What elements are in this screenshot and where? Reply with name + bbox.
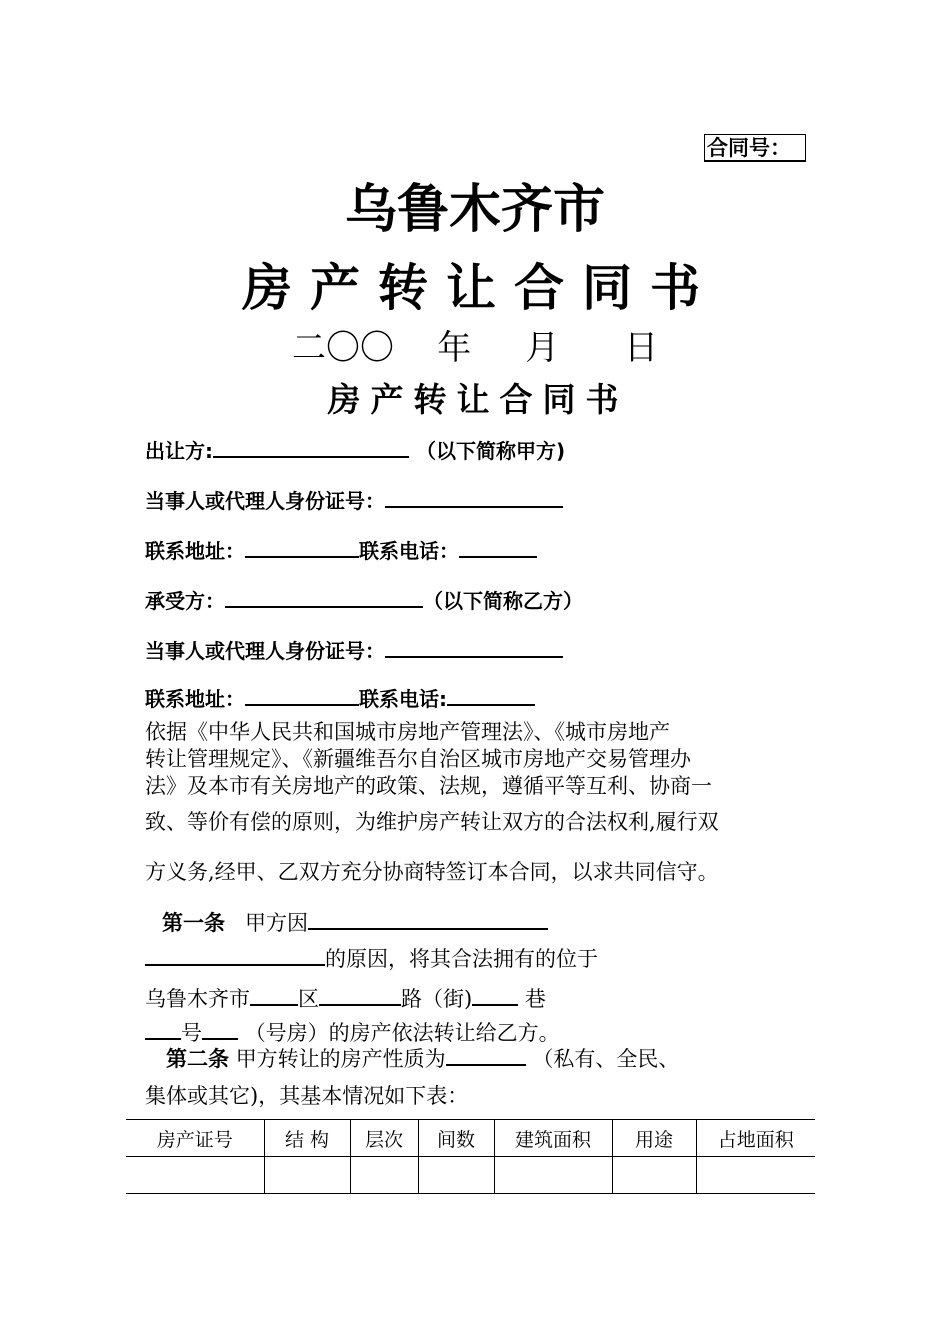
article1-label: 第一条 <box>162 911 225 935</box>
buyer-phone-blank[interactable] <box>447 684 535 706</box>
contract-number-label: 合同号： <box>707 136 791 160</box>
header-use: 用途 <box>612 1120 696 1157</box>
seller-address-blank[interactable] <box>245 536 359 558</box>
cell-building-area[interactable] <box>494 1157 612 1194</box>
table-header-row <box>126 1120 815 1157</box>
article1-text-a: 甲方因 <box>245 911 309 935</box>
buyer-name-blank[interactable] <box>225 586 423 608</box>
cell-use[interactable] <box>612 1157 696 1194</box>
preamble-line-2: 转让管理规定》、《新疆维吾尔自治区城市房地产交易管理办 <box>145 747 691 771</box>
preamble-line-1: 依据《中华人民共和国城市房地产管理法》、《城市房地产 <box>145 720 670 744</box>
seller-contact-row <box>145 536 537 565</box>
buyer-id-label: 当事人或代理人身份证号： <box>145 639 385 663</box>
article2-text-b: （私有、全民、 <box>532 1047 680 1071</box>
preamble-line-3: 法》及本市有关房地产的政策、法规，遵循平等互利、协商一 <box>145 774 712 798</box>
seller-id-blank[interactable] <box>385 486 563 508</box>
buyer-id-blank[interactable] <box>385 636 563 658</box>
header-floor: 层次 <box>350 1120 418 1157</box>
seller-row <box>145 436 565 465</box>
cell-rooms[interactable] <box>418 1157 494 1194</box>
buyer-row <box>145 586 583 615</box>
cell-land-area[interactable] <box>696 1157 815 1194</box>
article1-reason-blank[interactable] <box>308 908 548 930</box>
header-structure: 结 构 <box>264 1120 350 1157</box>
seller-address-label: 联系地址： <box>145 539 245 563</box>
cell-cert-no[interactable] <box>126 1157 264 1194</box>
cell-floor[interactable] <box>350 1157 418 1194</box>
seller-id-label: 当事人或代理人身份证号： <box>145 489 385 513</box>
article1-line-3 <box>145 984 546 1013</box>
article1-city: 乌鲁木齐市 <box>145 987 250 1011</box>
article1-lane: 巷 <box>524 987 546 1011</box>
buyer-note: （以下简称乙方） <box>423 589 583 613</box>
room-blank[interactable] <box>202 1018 238 1040</box>
article1-reason-blank-2[interactable] <box>145 944 325 966</box>
seller-id-row <box>145 486 563 515</box>
preamble-line-4: 致、等价有偿的原则，为维护房产转让双方的合法权利,履行双 <box>145 810 719 834</box>
preamble-line-5: 方义务,经甲、乙双方充分协商特签订本合同，以求共同信守。 <box>145 860 719 884</box>
article1-line-4 <box>145 1018 560 1047</box>
article1-rest: （号房）的房产依法转让给乙方。 <box>244 1021 560 1045</box>
article1-line-2 <box>145 944 598 973</box>
seller-label: 出让方: <box>145 439 213 463</box>
header-cert-no: 房产证号 <box>126 1120 264 1157</box>
cell-structure[interactable] <box>264 1157 350 1194</box>
document-title-city: 乌鲁木齐市 <box>344 180 605 240</box>
table-row <box>126 1157 815 1194</box>
article1-line-1 <box>162 908 548 937</box>
article2-line-2: 集体或其它)，其基本情况如下表： <box>145 1084 469 1108</box>
buyer-address-label: 联系地址： <box>145 687 245 711</box>
buyer-id-row <box>145 636 563 665</box>
lane-blank[interactable] <box>472 984 518 1006</box>
article2-line-1 <box>166 1044 679 1073</box>
contract-number-field <box>704 134 806 162</box>
article1-district: 区 <box>298 987 319 1011</box>
buyer-address-blank[interactable] <box>245 684 359 706</box>
seller-note: （以下简称甲方) <box>415 439 566 463</box>
document-date: 二〇〇 年 月 日 <box>292 328 659 368</box>
seller-phone-label: 联系电话： <box>359 539 459 563</box>
header-rooms: 间数 <box>418 1120 494 1157</box>
header-building-area: 建筑面积 <box>494 1120 612 1157</box>
article1-number: 号 <box>181 1021 202 1045</box>
document-title: 房产转让合同书 <box>242 259 718 317</box>
buyer-label: 承受方： <box>145 589 225 613</box>
seller-phone-blank[interactable] <box>459 536 537 558</box>
district-blank[interactable] <box>250 984 298 1006</box>
property-info-table <box>126 1119 815 1194</box>
article1-text-b: 的原因，将其合法拥有的位于 <box>325 947 598 971</box>
document-subtitle: 房产转让合同书 <box>327 380 629 419</box>
article1-road: 路（街) <box>401 987 473 1011</box>
number-blank[interactable] <box>145 1018 181 1040</box>
buyer-phone-label: 联系电话: <box>359 687 447 711</box>
buyer-contact-row <box>145 684 535 713</box>
road-blank[interactable] <box>319 984 401 1006</box>
property-nature-blank[interactable] <box>446 1044 526 1066</box>
header-land-area: 占地面积 <box>696 1120 815 1157</box>
article2-label: 第二条 <box>166 1047 229 1071</box>
seller-name-blank[interactable] <box>213 436 409 458</box>
article2-text-a: 甲方转让的房产性质为 <box>235 1047 446 1071</box>
